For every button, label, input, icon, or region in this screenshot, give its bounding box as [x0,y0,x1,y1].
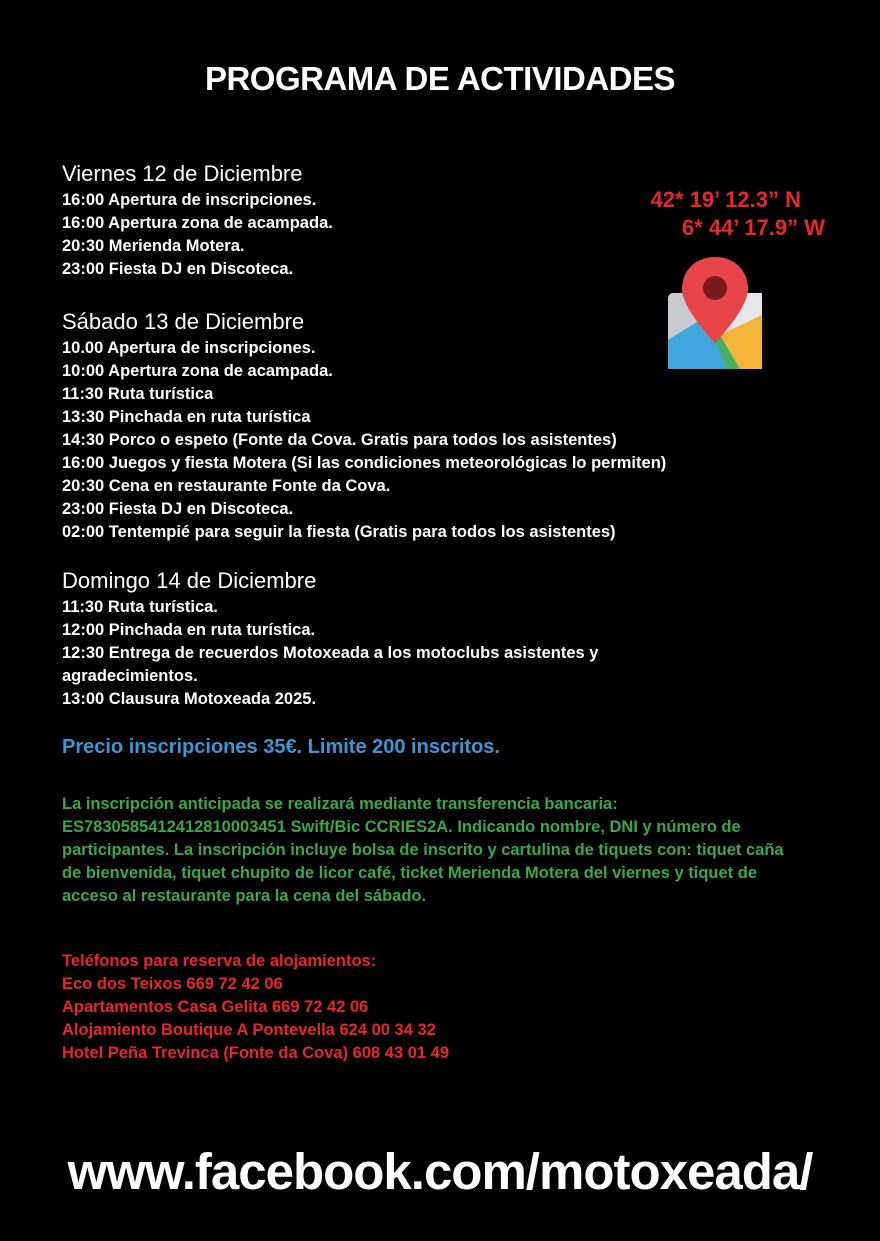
phone-item: Alojamiento Boutique A Pontevella 624 00 34 32 [62,1021,436,1039]
schedule-item: 13:00 Clausura Motoxeada 2025. [62,690,317,708]
day-friday [62,160,333,281]
schedule-item: 23:00 Fiesta DJ en Discoteca. [62,500,294,518]
day-saturday [62,308,666,544]
facebook-url: www.facebook.com/motoxeada/ [67,1143,813,1200]
phones-heading: Teléfonos para reserva de alojamientos: [62,952,377,970]
phone-item: Hotel Peña Trevinca (Fonte da Cova) 608 43 01 49 [62,1044,449,1062]
transfer-info: La inscripción anticipada se realizará mediante transferencia bancaria: ES7830585412412810003451 Swift/Bic CCRIES2A. Indicando nombre, DNI y número de participantes. La inscripción incluye bolsa de inscrito y cartulina de tiquets con: tiquet caña de bienvenida, tiquet chupito de licor café, ticket Merienda Motera del viernes y tiquet de acceso al restaurante para la cena del sábado. [62,795,784,905]
schedule-item: 10:00 Apertura zona de acampada. [62,362,333,380]
day-sunday [62,567,662,711]
day-heading: Domingo 14 de Diciembre [62,568,317,593]
schedule-item: 16:00 Apertura de inscripciones. [62,191,317,209]
page-title: PROGRAMA DE ACTIVIDADES [204,60,676,97]
price-info: Precio inscripciones 35€. Limite 200 inscritos. [62,736,500,758]
longitude: 6* 44’ 17.9” W [681,215,825,240]
schedule-item: 20:30 Cena en restaurante Fonte da Cova. [62,477,391,495]
schedule-item: 13:30 Pinchada en ruta turística [62,408,311,426]
schedule-item: 12:30 Entrega de recuerdos Motoxeada a los motoclubs asistentes y agradecimientos. [62,644,599,685]
day-heading: Sábado 13 de Diciembre [62,309,305,334]
schedule-item: 14:30 Porco o espeto (Fonte da Cova. Gratis para todos los asistentes) [62,431,617,449]
schedule-item: 23:00 Fiesta DJ en Discoteca. [62,260,294,278]
schedule-item: 16:00 Apertura zona de acampada. [62,214,333,232]
latitude: 42* 19’ 12.3” N [650,187,801,212]
day-heading: Viernes 12 de Diciembre [62,161,303,186]
schedule-item: 12:00 Pinchada en ruta turística. [62,621,316,639]
lodging-phones [62,950,449,1065]
schedule-item: 11:30 Ruta turística. [62,598,218,616]
schedule-item: 02:00 Tentempié para seguir la fiesta (Gratis para todos los asistentes) [62,523,616,541]
schedule-item: 10.00 Apertura de inscripciones. [62,339,316,357]
schedule-item: 20:30 Merienda Motera. [62,237,245,255]
phone-item: Apartamentos Casa Gelita 669 72 42 06 [62,998,369,1016]
schedule-item: 16:00 Juegos y fiesta Motera (Si las condiciones meteorológicas lo permiten) [62,454,667,472]
phone-item: Eco dos Teixos 669 72 42 06 [62,975,283,993]
map-pin-icon [665,255,765,375]
gps-coordinates [600,186,825,242]
schedule-item: 11:30 Ruta turística [62,385,214,403]
